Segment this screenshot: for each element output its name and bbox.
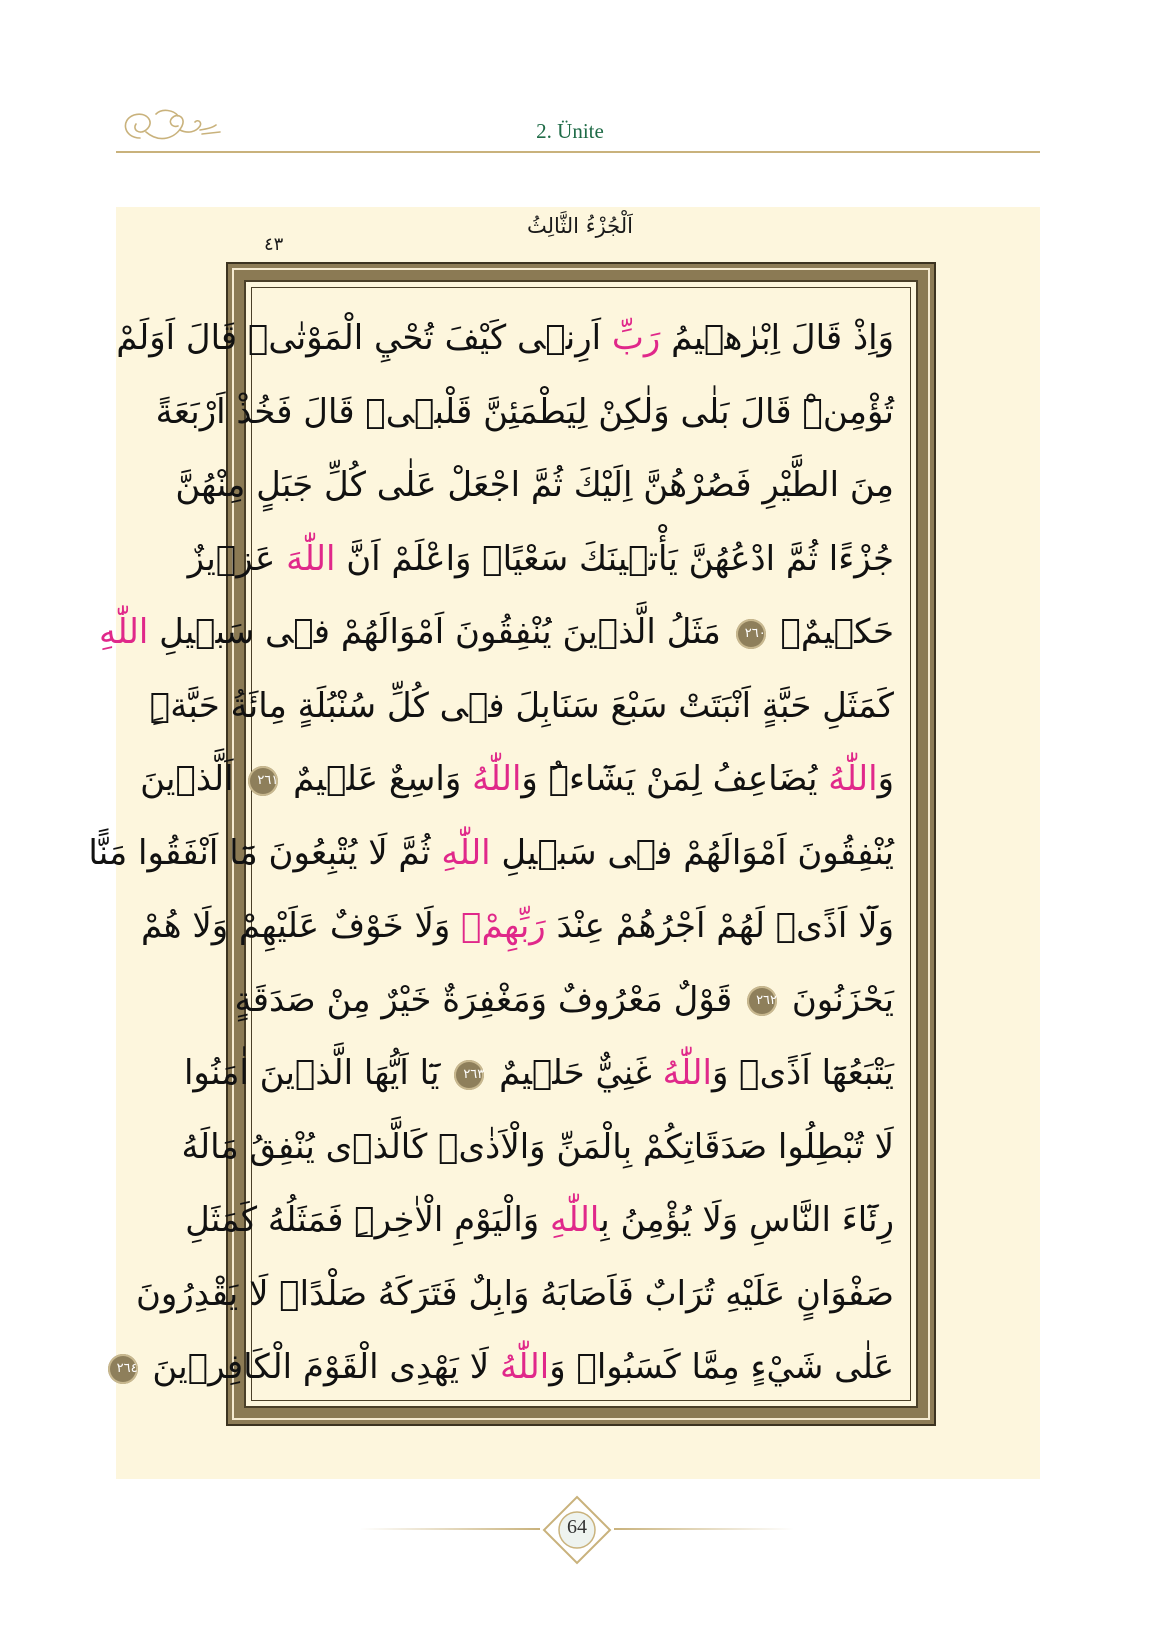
ayah-number-marker: ٢٦٣ [454, 1060, 484, 1090]
verse-text: لَا يَهْدِى الْقَوْمَ الْكَافِرٖينَ [141, 1347, 500, 1387]
verse-line [135, 1258, 894, 1332]
quran-text-block [88, 302, 894, 1405]
verse-line [183, 1037, 894, 1111]
verse-line [140, 743, 894, 817]
unit-title: 2. Ünite [536, 119, 604, 143]
footer-rule-left [360, 1528, 540, 1530]
verse-text: كَمَثَلِ حَبَّةٍ اَنْبَتَتْ سَبْعَ سَنَابِلَ فٖى كُلِّ سُنْبُلَةٍ مِائَةُ حَبَّةٍۜ [149, 685, 894, 726]
divine-name-highlight: اللّٰهِ [550, 1200, 601, 1240]
divine-name-highlight: اللّٰهَ [286, 538, 336, 579]
verse-text: ثُمَّ لَا يُتْبِعُونَ مَٓا اَنْفَقُوا مَنًّا [88, 832, 442, 873]
verse-text: غَنِيٌّ حَلٖيمٌ [488, 1053, 663, 1093]
ayah-number-marker: ٢٦٤ [108, 1354, 138, 1384]
verse-text: لَا تُبْطِلُوا صَدَقَاتِكُمْ بِالْمَنِّ وَالْاَذٰىۙ كَالَّذٖى يُنْفِقُ مَالَهُ [181, 1126, 894, 1167]
page-number: 64 [567, 1516, 587, 1538]
verse-text: وَاسِعٌ عَلٖيمٌ [282, 759, 473, 799]
divine-name-highlight: رَبِّ [611, 318, 661, 358]
verse-text: صَفْوَانٍ عَلَيْهِ تُرَابٌ فَاَصَابَهُ وَابِلٌ فَتَرَكَهُ صَلْدًاۜ لَا يَقْدِرُونَ [135, 1273, 894, 1314]
verse-line [116, 1331, 894, 1405]
header-rule [116, 151, 1040, 153]
ayah-number-marker: ٢٦٢ [747, 986, 777, 1016]
header-ornament-icon [116, 104, 226, 150]
verse-text: يَٓا اَيُّهَا الَّذٖينَ اٰمَنُوا [183, 1053, 451, 1093]
verse-text: وَلَا خَوْفٌ عَلَيْهِمْ وَلَا هُمْ [140, 906, 462, 946]
divine-name-highlight: اللّٰهِ [441, 832, 491, 873]
verse-text: قَوْلٌ مَعْرُوفٌ وَمَغْفِرَةٌ خَيْرٌ مِنْ صَدَقَةٍ [234, 979, 744, 1020]
divine-name-highlight: اللّٰهُ [662, 1053, 712, 1093]
verse-text: يَحْزَنُونَ [781, 979, 894, 1020]
ayah-number-marker: ٢٦٠ [736, 619, 766, 649]
verse-text: جُزْءًا ثُمَّ ادْعُهُنَّ يَأْتٖينَكَ سَعْيًاۜ وَاعْلَمْ اَنَّ [335, 538, 894, 579]
verse-text: يُضَاعِفُ لِمَنْ يَشَٓاءُۜ وَ [521, 759, 829, 799]
verse-line [149, 670, 894, 744]
divine-name-highlight: اللّٰهُ [828, 759, 878, 799]
verse-text: وَ [877, 759, 894, 799]
verse-text: مَثَلُ الَّذٖينَ يُنْفِقُونَ اَمْوَالَهُمْ فٖى سَبٖيلِ [148, 612, 732, 652]
verse-text: عَلٰى شَيْءٍ مِمَّا كَسَبُواۜ وَ [549, 1347, 894, 1387]
verse-line [155, 376, 894, 450]
footer-rule-right [614, 1528, 794, 1530]
verse-text: حَكٖيمٌ۟ [769, 612, 894, 652]
verse-text: مِنَ الطَّيْرِ فَصُرْهُنَّ اِلَيْكَ ثُمَّ اجْعَلْ عَلٰى كُلِّ جَبَلٍ مِنْهُنَّ [175, 465, 894, 505]
verse-text: عَزٖيزٌ [187, 538, 287, 579]
verse-text: يُنْفِقُونَ اَمْوَالَهُمْ فٖى سَبٖيلِ [490, 832, 894, 873]
verse-line [175, 449, 894, 523]
divine-name-highlight: اللّٰهِ [98, 612, 149, 652]
divine-name-highlight: اللّٰهُ [472, 759, 522, 799]
verse-text: اَرِنٖى كَيْفَ تُحْيِ الْمَوْتٰىۜ قَالَ اَوَلَمْ [116, 318, 612, 358]
juz-title: اَلْجُزْءُ الثَّالِثُ [527, 214, 633, 238]
verse-text: تُؤْمِنْۜ قَالَ بَلٰى وَلٰكِنْ لِيَطْمَئِنَّ قَلْبٖىۜ قَالَ فَخُذْ اَرْبَعَةً [155, 391, 894, 432]
verse-line [140, 890, 894, 964]
divine-name-highlight: اللّٰهُ [499, 1347, 550, 1387]
ayah-number-marker: ٢٦١ [248, 766, 278, 796]
verse-text: اَلَّذٖينَ [140, 759, 245, 799]
mushaf-page-number: ٤٣ [264, 234, 284, 255]
verse-line [116, 302, 894, 376]
verse-line [185, 1184, 894, 1258]
verse-line [88, 817, 894, 891]
verse-text: وَالْيَوْمِ الْاٰخِرِۜ فَمَثَلُهُ كَمَثَلِ [185, 1200, 551, 1240]
verse-text: يَتْبَعُهَٓا اَذًىۜ وَ [711, 1053, 894, 1093]
verse-text: وَلَٓا اَذًىۙ لَهُمْ اَجْرُهُمْ عِنْدَ [545, 906, 894, 946]
verse-text: وَاِذْ قَالَ اِبْرٰهٖيمُ [660, 318, 894, 358]
verse-line [181, 1111, 894, 1185]
divine-name-highlight: رَبِّهِمْۚ [461, 906, 546, 946]
verse-line [98, 596, 894, 670]
verse-line [234, 964, 894, 1038]
verse-line [187, 523, 894, 597]
verse-text: رِئَٓاءَ النَّاسِ وَلَا يُؤْمِنُ بِ [600, 1200, 894, 1240]
